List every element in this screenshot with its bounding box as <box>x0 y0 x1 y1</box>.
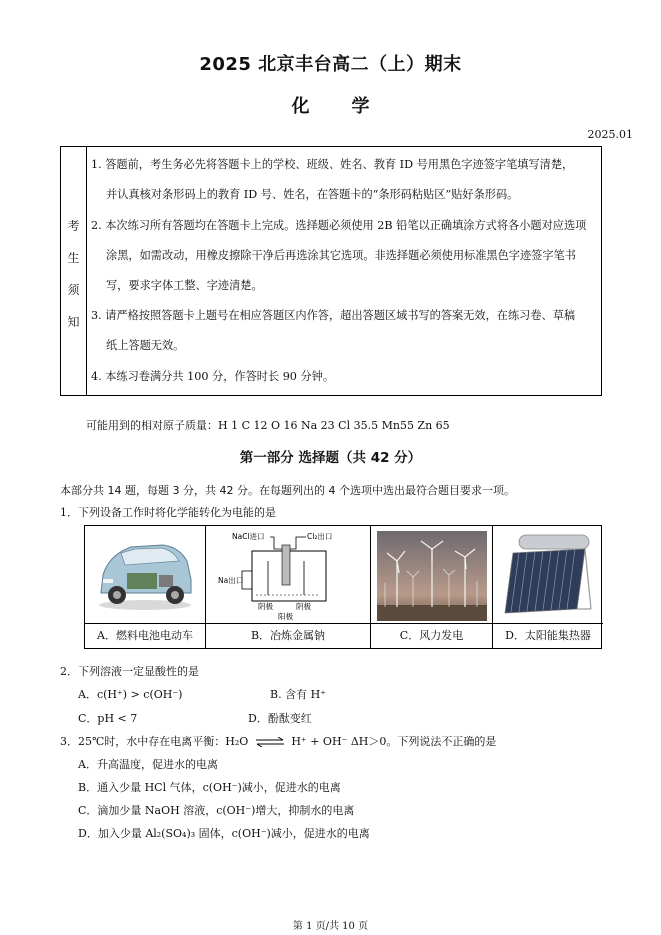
notice-label-char: 生 <box>67 251 80 265</box>
part1-description: 本部分共 14 题，每题 3 分，共 42 分。在每题列出的 4 个选项中选出最符合题目要求一项。 <box>60 484 515 497</box>
atomic-masses: 可能用到的相对原子质量：H 1 C 12 O 16 Na 23 Cl 35.5 Mn55 Zn 65 <box>86 419 450 432</box>
q1-option-b[interactable] <box>206 526 371 648</box>
q2-option-c[interactable]: C．pH < 7 <box>78 712 138 725</box>
notice-label-char: 知 <box>67 315 80 329</box>
q1-option-d-label: D．太阳能集热器 <box>493 623 603 648</box>
notice-label-char: 须 <box>67 283 80 297</box>
label-cl2-out: Cl₂出口 <box>307 532 333 541</box>
q3-option-c[interactable]: C．滴加少量 NaOH 溶液，c(OH⁻)增大，抑制水的电离 <box>78 804 355 817</box>
q1-options-table <box>84 525 602 649</box>
q1-stem: 1．下列设备工作时将化学能转化为电能的是 <box>60 506 276 519</box>
q1-option-c-label: C．风力发电 <box>371 623 492 648</box>
notice-line: 涂黑，如需改动，用橡皮擦除干净后再选涂其它选项。非选择题必须使用标准黑色字迹签字笔书 <box>106 249 576 262</box>
q1-option-d[interactable] <box>493 526 603 648</box>
solar-heater-image <box>499 531 597 619</box>
label-na-out: Na出口 <box>218 576 244 585</box>
candidate-notice-box <box>60 146 602 396</box>
q3-stem <box>60 733 496 749</box>
q1-option-a-label: A．燃料电池电动车 <box>85 623 205 648</box>
notice-label <box>61 147 87 395</box>
notice-line: 写，要求字体工整、字迹清楚。 <box>106 279 263 292</box>
q3-option-d[interactable]: D．加入少量 Al₂(SO₄)₃ 固体，c(OH⁻)减小，促进水的电离 <box>78 827 370 840</box>
notice-line: 4. 本练习卷满分共 100 分，作答时长 90 分钟。 <box>91 370 335 383</box>
q3-stem-pre: 3．25℃时，水中存在电离平衡：H₂O <box>60 735 249 748</box>
equilibrium-arrow-icon <box>255 737 285 747</box>
q2-option-b[interactable]: B. 含有 H⁺ <box>270 688 326 701</box>
q3-option-b[interactable]: B．通入少量 HCl 气体，c(OH⁻)减小，促进水的电离 <box>78 781 341 794</box>
notice-line: 2. 本次练习所有答题均在答题卡上完成。选择题必须使用 2B 铅笔以正确填涂方式将各小题对应选项 <box>91 219 587 232</box>
wind-farm-image <box>377 531 486 619</box>
q3-stem-post: H⁺ + OH⁻ ΔH＞0。下列说法不正确的是 <box>291 735 497 748</box>
q1-option-a[interactable] <box>85 526 206 648</box>
exam-title: 2025 北京丰台高二（上）期末 <box>199 54 462 75</box>
q2-stem: 2．下列溶液一定显酸性的是 <box>60 665 199 678</box>
label-anode: 阳极 <box>278 612 293 621</box>
q3-option-a[interactable]: A．升高温度，促进水的电离 <box>78 758 218 771</box>
q2-option-d[interactable]: D．酚酞变红 <box>248 712 312 725</box>
label-nacl-in: NaCl进口 <box>232 532 265 541</box>
notice-line: 并认真核对条形码上的教育 ID 号、姓名，在答题卡的“条形码粘贴区”贴好条形码。 <box>106 188 519 201</box>
part1-title: 第一部分 选择题（共 42 分） <box>239 450 422 466</box>
label-cathode-right: 阴极 <box>296 602 311 611</box>
notice-label-char: 考 <box>67 219 80 233</box>
electrolysis-diagram <box>212 531 364 619</box>
q2-option-a[interactable]: A．c(H⁺) > c(OH⁻) <box>78 688 183 701</box>
notice-line: 纸上答题无效。 <box>106 339 185 352</box>
exam-date: 2025.01 <box>587 128 633 141</box>
notice-line: 1. 答题前，考生务必先将答题卡上的学校、班级、姓名、教育 ID 号用黑色字迹签字笔填写清楚， <box>91 158 574 171</box>
fuel-cell-car-image <box>91 531 199 619</box>
page-number: 第 1 页/共 10 页 <box>292 921 369 932</box>
q1-option-b-label: B．冶炼金属钠 <box>206 623 370 648</box>
exam-subject: 化学 <box>291 96 412 117</box>
q1-option-c[interactable] <box>371 526 493 648</box>
label-cathode-left: 阴极 <box>258 602 273 611</box>
notice-line: 3. 请严格按照答题卡上题号在相应答题区内作答，超出答题区域书写的答案无效，在练习卷、草稿 <box>91 309 576 322</box>
